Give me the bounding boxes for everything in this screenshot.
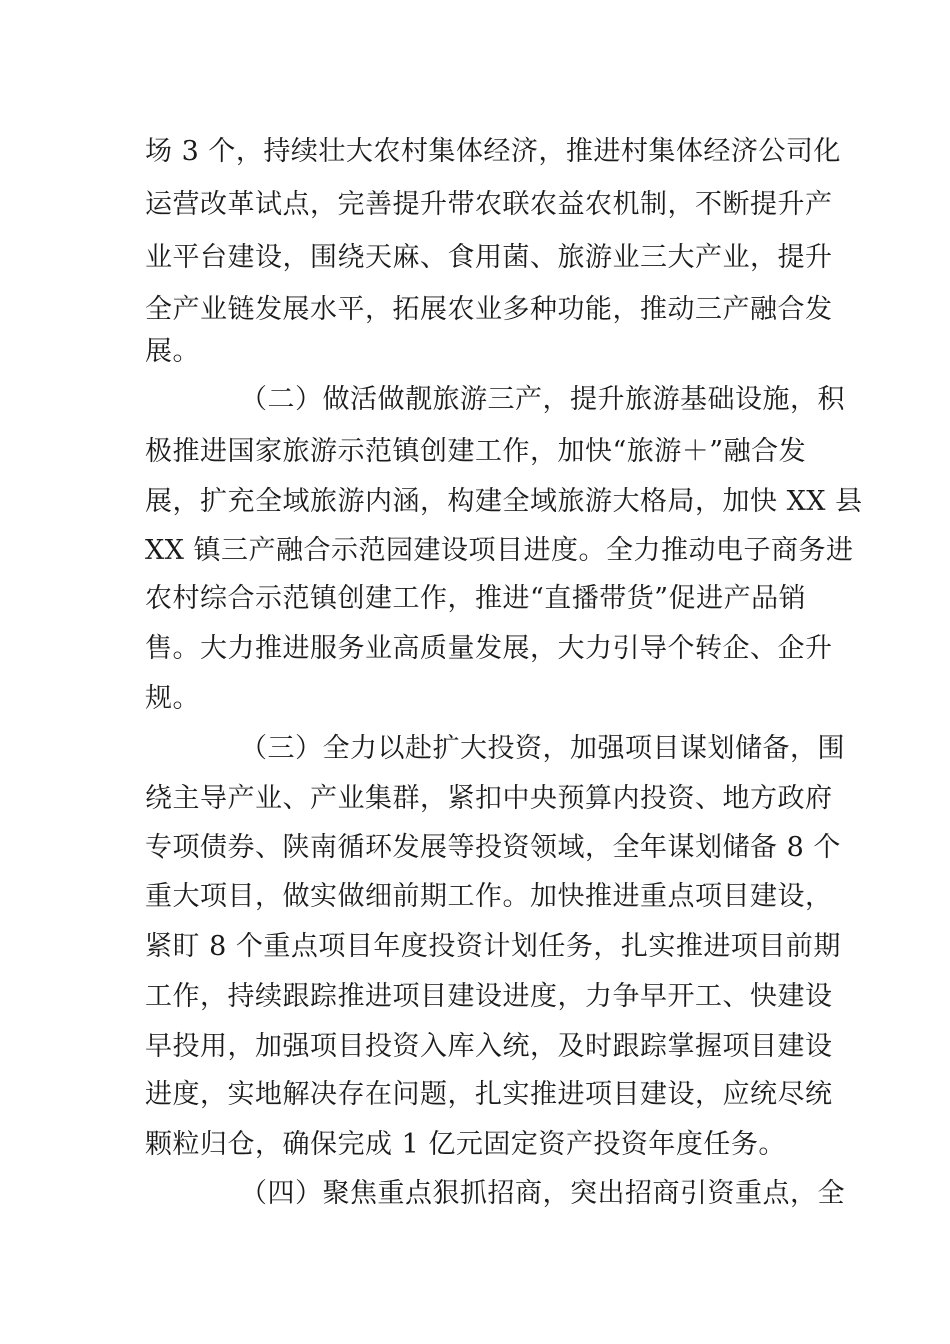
text-line: 售。大力推进服务业高质量发展，大力引导个转企、企升 — [145, 633, 833, 664]
text-line: 极推进国家旅游示范镇创建工作，加快“旅游＋”融合发 — [145, 436, 807, 467]
text-line: 专项债券、陕南循环发展等投资领域，全年谋划储备 8 个 — [145, 832, 841, 863]
text-line: 场 3 个，持续壮大农村集体经济，推进村集体经济公司化 — [145, 136, 841, 167]
text-line: 全产业链发展水平，拓展农业多种功能，推动三产融合发 — [145, 294, 833, 325]
text-line: 展，扩充全域旅游内涵，构建全域旅游大格局，加快 XX 县 — [145, 486, 863, 517]
text-line: XX 镇三产融合示范园建设项目进度。全力推动电子商务进 — [145, 535, 854, 566]
text-line: 早投用，加强项目投资入库入统，及时跟踪掌握项目建设 — [145, 1031, 833, 1062]
text-line: 规。 — [145, 683, 200, 714]
text-line: 农村综合示范镇创建工作，推进“直播带货”促进产品销 — [145, 583, 807, 614]
text-line: （二）做活做靓旅游三产，提升旅游基础设施，积 — [240, 384, 845, 415]
text-line: 运营改革试点，完善提升带农联农益农机制，不断提升产 — [145, 189, 833, 220]
text-line: 绕主导产业、产业集群，紧扣中央预算内投资、地方政府 — [145, 783, 833, 814]
text-line: （三）全力以赴扩大投资，加强项目谋划储备，围 — [240, 733, 845, 764]
text-line: 展。 — [145, 336, 200, 367]
text-line: 工作，持续跟踪推进项目建设进度，力争早开工、快建设 — [145, 981, 833, 1012]
text-line: 紧盯 8 个重点项目年度投资计划任务，扎实推进项目前期 — [145, 931, 841, 962]
text-line: 颗粒归仓，确保完成 1 亿元固定资产投资年度任务。 — [145, 1129, 786, 1160]
text-line: 业平台建设，围绕天麻、食用菌、旅游业三大产业，提升 — [145, 242, 833, 273]
text-line: 重大项目，做实做细前期工作。加快推进重点项目建设， — [145, 881, 833, 912]
text-line: 进度，实地解决存在问题，扎实推进项目建设，应统尽统 — [145, 1079, 833, 1110]
text-line: （四）聚焦重点狠抓招商，突出招商引资重点，全 — [240, 1178, 845, 1209]
